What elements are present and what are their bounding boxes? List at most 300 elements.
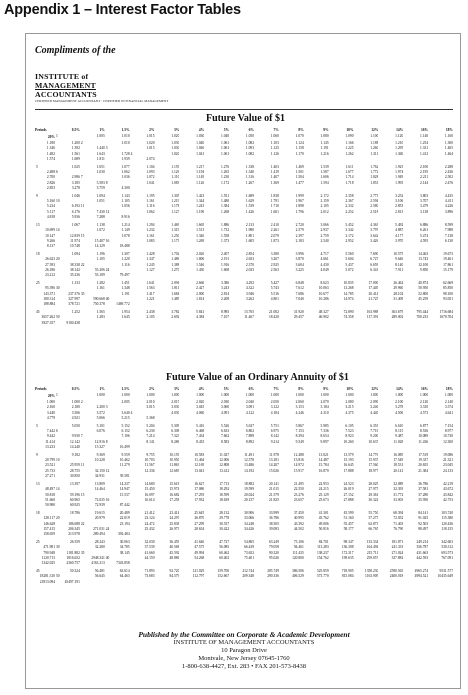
- factor-cell: 3.572: [96, 410, 105, 415]
- factor-cell: 25.838: [169, 521, 180, 526]
- factor-cell: 26.559: [69, 540, 80, 545]
- factor-cell: 38.505: [268, 521, 279, 526]
- factor-cell: 37.450: [293, 511, 304, 516]
- factor-cell: 1.010: [121, 141, 130, 145]
- factor-cell: 1.423: [196, 193, 205, 198]
- factor-cell: 10.147: [45, 233, 55, 238]
- factor-cell: 1.127: [146, 267, 155, 272]
- factor-cell: 1.140: [420, 134, 429, 138]
- logo-line-1: INSTITUTE of: [35, 72, 89, 81]
- factor-cell: 1.120: [395, 134, 404, 138]
- factor-cell: 14.463: [418, 252, 429, 257]
- factor-cell: 17.258: [169, 497, 180, 502]
- factor-cell: 20.141: [268, 481, 279, 486]
- period-cell: 3: [105, 146, 108, 151]
- factor-cell: 20.414: [368, 291, 379, 296]
- factor-cell: 1.000: [320, 393, 329, 397]
- factor-cell: 71.893: [144, 569, 155, 574]
- factor-cell: 51.660: [45, 497, 55, 502]
- factor-cell: 3.797: [370, 228, 379, 233]
- factor-cell: 38.142: [69, 267, 80, 272]
- factor-cell: 4.595: [420, 238, 429, 243]
- factor-cell: 1.161: [146, 233, 155, 238]
- period-cell: 14: [56, 487, 60, 492]
- factor-cell: 3.870: [295, 257, 304, 262]
- period-cell: 13: [36, 222, 40, 227]
- factor-cell: 7.106: [121, 434, 130, 439]
- factor-cell: 289.494: [93, 532, 105, 537]
- footer-contact: 1-800-638-4427, Ext. 283 • FAX 201-573-8438: [181, 663, 307, 670]
- factor-cell: 1.772: [370, 170, 379, 175]
- factor-cell: 215.711: [366, 550, 379, 555]
- factor-cell: 1.405: [444, 146, 453, 151]
- factor-cell: 49.994: [194, 550, 205, 555]
- factor-cell: 5.751: [270, 423, 279, 428]
- period-cell: 7: [80, 175, 83, 180]
- factor-cell: 1.221: [146, 296, 155, 301]
- period-cell: 45: [36, 310, 40, 315]
- factor-cell: 2.020: [196, 400, 205, 404]
- period-cell: 3: [105, 405, 108, 410]
- factor-cell: 790.948: [43, 550, 55, 555]
- factor-cell: 20.141: [393, 468, 404, 473]
- factor-cell: 285.749: [267, 569, 279, 574]
- factor-cell: 22.953: [318, 481, 329, 486]
- factor-cell: 4965.274: [414, 569, 429, 574]
- factor-cell: 24.297: [169, 516, 180, 521]
- factor-cell: 152.667: [217, 574, 230, 579]
- rate-header: 7%: [273, 387, 279, 391]
- factor-cell: 11.436: [418, 439, 429, 444]
- factor-cell: 4.030: [171, 410, 180, 415]
- factor-cell: 24.472: [144, 521, 155, 526]
- factor-cell: 750.378: [93, 302, 105, 307]
- factor-cell: 2.159: [320, 199, 329, 204]
- factor-cell: 3.310: [420, 405, 429, 410]
- factor-cell: 21813.094: [39, 579, 55, 584]
- factor-cell: 16.870: [318, 468, 329, 473]
- factor-cell: 154.762: [316, 555, 329, 560]
- factor-cell: 16.085: [393, 452, 404, 457]
- factor-cell: 113.283: [317, 545, 329, 550]
- factor-cell: 2.080: [345, 400, 354, 404]
- factor-cell: 2.033: [245, 267, 254, 272]
- factor-cell: 2.925: [270, 262, 279, 267]
- factor-cell: 1.464: [444, 151, 453, 156]
- factor-cell: 11.279: [119, 463, 130, 468]
- factor-cell: 56.085: [219, 545, 230, 550]
- factor-cell: 7.336: [320, 429, 329, 434]
- factor-cell: 26.186: [45, 267, 55, 272]
- factor-cell: 2.026: [196, 252, 205, 257]
- factor-cell: 2.012: [320, 209, 329, 214]
- factor-cell: 1.061: [221, 146, 230, 151]
- factor-cell: 39.581: [119, 474, 130, 479]
- factor-cell: 4.435: [444, 193, 453, 198]
- factor-cell: 26.623: [45, 257, 55, 262]
- factor-cell: 1.373: [221, 238, 230, 243]
- factor-cell: 1.158: [295, 146, 304, 151]
- factor-cell: 1.000: [71, 400, 80, 404]
- factor-cell: 3.153: [295, 405, 304, 410]
- factor-cell: 16.614: [144, 497, 155, 502]
- factor-cell: 19.673: [443, 252, 453, 257]
- factor-cell: 11.491: [244, 452, 254, 457]
- factor-cell: 1.105: [121, 199, 130, 204]
- factor-cell: 1.307: [121, 252, 130, 257]
- factor-cell: 3.138: [420, 209, 429, 214]
- factor-cell: 1.078: [121, 233, 130, 238]
- factor-cell: 1.645: [121, 315, 130, 320]
- period-cell: 1: [56, 393, 58, 397]
- factor-cell: 28.243: [94, 540, 105, 545]
- period-cell: 40: [105, 296, 110, 301]
- factor-cell: 19.615: [94, 511, 105, 516]
- factor-cell: 1.999: [295, 193, 304, 198]
- factor-cell: 9.266: [46, 238, 55, 243]
- factor-cell: 19.461: [443, 257, 453, 262]
- factor-cell: 4.921: [71, 415, 80, 420]
- factor-cell: 2.172: [320, 193, 329, 198]
- factor-cell: 157.415: [43, 526, 55, 531]
- factor-cell: 363.679: [391, 310, 404, 315]
- period-cell: 1: [56, 134, 58, 138]
- factor-cell: 1.873: [270, 238, 279, 243]
- factor-cell: 1.219: [171, 199, 180, 204]
- factor-cell: 1.886: [221, 222, 230, 227]
- factor-cell: 181.871: [391, 540, 404, 545]
- factor-cell: 795.444: [416, 310, 429, 315]
- factor-cell: 1.077: [121, 164, 130, 169]
- factor-cell: 55.206: [94, 267, 105, 272]
- factor-cell: 1.196: [96, 252, 105, 257]
- factor-cell: 209.348: [242, 574, 254, 579]
- factor-cell: 3.172: [345, 233, 354, 238]
- factor-cell: 19.599: [244, 487, 254, 492]
- factor-cell: 1.005: [96, 134, 105, 138]
- factor-cell: 3.060: [221, 405, 230, 410]
- factor-cell: 32.393: [393, 487, 404, 492]
- factor-cell: 271.031: [93, 526, 105, 531]
- period-cell: 20: [56, 516, 60, 521]
- factor-cell: 1.282: [96, 281, 105, 286]
- factor-cell: 4.300: [121, 185, 130, 190]
- rate-header: 18%: [445, 128, 453, 132]
- factor-cell: 28.102: [393, 291, 404, 296]
- factor-cell: 1.000: [221, 393, 230, 397]
- factor-cell: 1.133: [71, 281, 80, 286]
- factor-cell: 3.440: [46, 410, 55, 415]
- factor-cell: 87.442: [119, 503, 130, 508]
- factor-cell: 1.250: [171, 233, 180, 238]
- factor-cell: 1.428: [146, 252, 155, 257]
- factor-cell: 17.932: [194, 497, 205, 502]
- factor-cell: 3.278: [71, 185, 80, 190]
- period-cell: 6: [56, 429, 58, 434]
- factor-cell: 27.393: [45, 262, 55, 267]
- factor-cell: 6.230: [146, 429, 155, 434]
- factor-cell: 7.107: [221, 315, 230, 320]
- period-cell: 10: [56, 458, 60, 463]
- period-cell: 7: [80, 434, 83, 439]
- factor-cell: 26.462: [393, 281, 404, 286]
- factor-cell: 2.140: [444, 400, 453, 404]
- factor-cell: 1.838: [270, 193, 279, 198]
- factor-cell: 1.539: [320, 164, 329, 169]
- factor-cell: 2.407: [221, 252, 230, 257]
- period-cell: 35: [80, 291, 85, 296]
- factor-cell: 5.637: [245, 423, 254, 428]
- period-cell: 10: [56, 199, 60, 204]
- factor-cell: 1.046: [196, 146, 205, 151]
- factor-cell: 6.130: [444, 238, 453, 243]
- factor-cell: 13.397: [69, 481, 80, 486]
- rate-header: 16%: [420, 387, 429, 391]
- factor-cell: 1.732: [221, 228, 230, 233]
- factor-cell: 1.265: [221, 170, 230, 175]
- factor-cell: 13.233: [45, 444, 55, 449]
- factor-cell: 1.949: [395, 175, 404, 180]
- factor-cell: 138.237: [316, 550, 329, 555]
- factor-cell: 1.426: [245, 209, 254, 214]
- factor-cell: 25.645: [194, 511, 205, 516]
- period-cell: 5: [36, 423, 38, 428]
- rate-header: 2%: [149, 387, 155, 391]
- factor-cell: 10.637: [368, 439, 379, 444]
- factor-cell: 1.403: [270, 164, 279, 169]
- factor-cell: 16.645: [343, 463, 354, 468]
- factor-cell: 4.801: [270, 296, 279, 301]
- factor-cell: 34.248: [244, 521, 254, 526]
- factor-cell: 1.124: [295, 141, 304, 145]
- factor-cell: 1.105: [96, 257, 105, 262]
- factor-cell: 1.072: [96, 228, 105, 233]
- factor-cell: 2.180: [71, 405, 80, 410]
- page-heading: Appendix 1 – Interest Factor Tables: [4, 2, 241, 18]
- factor-cell: 43.842: [443, 492, 453, 497]
- factor-cell: 1.316: [245, 175, 254, 180]
- factor-cell: 14.785: [343, 291, 354, 296]
- factor-cell: 7.154: [444, 423, 453, 428]
- factor-cell: 8.923: [345, 434, 354, 439]
- factor-cell: 7.323: [171, 434, 180, 439]
- factor-cell: 60.402: [219, 555, 230, 560]
- factor-cell: 1.643: [96, 151, 105, 156]
- factor-cell: 15.193: [343, 458, 354, 463]
- factor-cell: 4.573: [420, 410, 429, 415]
- factor-cell: 1716.684: [439, 310, 453, 315]
- factor-cell: 1.080: [320, 134, 329, 138]
- factor-cell: 3.452: [345, 222, 354, 227]
- factor-cell: 90.320: [268, 550, 279, 555]
- factor-cell: 3.996: [295, 252, 304, 257]
- factor-cell: 23.194: [119, 521, 130, 526]
- factor-cell: 186.688: [68, 521, 80, 526]
- factor-cell: 3.066: [320, 222, 329, 227]
- factor-cell: 1.689: [71, 156, 80, 161]
- factor-cell: 45.762: [318, 516, 329, 521]
- factor-cell: 28.634: [194, 526, 205, 531]
- factor-cell: 13.486: [244, 463, 254, 468]
- factor-cell: 4.506: [395, 410, 404, 415]
- factor-cell: 2.814: [221, 291, 230, 296]
- factor-cell: 1.200: [71, 141, 80, 145]
- factor-cell: 36.786: [268, 516, 279, 521]
- factor-cell: 44.502: [293, 526, 304, 531]
- factor-cell: 9.897: [320, 439, 329, 444]
- period-cell: 25: [36, 281, 40, 286]
- period-cell: 20: [56, 257, 60, 262]
- factor-cell: 1.294: [146, 222, 155, 227]
- factor-cell: 1.170: [295, 151, 304, 156]
- factor-cell: 5.867: [295, 423, 304, 428]
- factor-cell: 8.394: [295, 434, 304, 439]
- factor-cell: 98.100: [443, 291, 453, 296]
- factor-cell: 1.346: [46, 146, 55, 151]
- factor-cell: 2.100: [420, 164, 429, 169]
- factor-cell: 32.150: [94, 468, 105, 473]
- factor-cell: 118.155: [441, 526, 453, 531]
- factor-cell: 84.701: [318, 540, 329, 545]
- factor-cell: 1.974: [395, 170, 404, 175]
- factor-cell: 271.024: [391, 550, 404, 555]
- factor-cell: 6.877: [420, 423, 429, 428]
- factor-cell: 1358.230: [364, 569, 379, 574]
- factor-cell: 84.579: [169, 574, 180, 579]
- factor-cell: 1.606: [320, 175, 329, 180]
- factor-cell: 2.050: [270, 400, 279, 404]
- factor-cell: 1.344: [196, 199, 205, 204]
- factor-cell: 2.579: [295, 228, 304, 233]
- period-cell: 9: [36, 193, 38, 198]
- factor-cell: 2.826: [46, 180, 55, 185]
- factor-cell: 15.784: [318, 463, 329, 468]
- factor-cell: 3.262: [245, 296, 254, 301]
- factor-cell: 2.427: [196, 286, 205, 291]
- factor-cell: 1.083: [146, 238, 155, 243]
- period-cell: 8: [105, 439, 108, 444]
- period-cell: 2: [80, 400, 83, 404]
- factor-cell: 1.060: [270, 134, 279, 138]
- factor-cell: 11.863: [169, 463, 180, 468]
- rate-header: 2%: [149, 128, 155, 132]
- factor-cell: 1.916: [221, 262, 230, 267]
- factor-cell: 3.426: [370, 238, 379, 243]
- factor-cell: 17.560: [368, 463, 379, 468]
- factor-cell: 2.773: [370, 193, 379, 198]
- factor-cell: 1.276: [221, 164, 230, 169]
- factor-cell: 45497.191: [64, 579, 80, 584]
- factor-cell: 1.791: [270, 199, 279, 204]
- factor-cell: 1.392: [71, 146, 80, 151]
- factor-cell: 1.214: [121, 222, 130, 227]
- interest-table-sheet: [25, 33, 461, 689]
- factor-cell: 5.368: [146, 415, 155, 420]
- period-cell: 12: [105, 209, 110, 214]
- factor-cell: 2.397: [295, 233, 304, 238]
- factor-cell: 40.874: [418, 281, 429, 286]
- factor-cell: 18.292: [219, 487, 230, 492]
- fva-table: [35, 386, 453, 585]
- period-cell: 11: [80, 204, 85, 209]
- factor-cell: 38.145: [119, 550, 130, 555]
- factor-cell: 11.414: [45, 439, 55, 444]
- factor-cell: 356.787: [416, 545, 429, 550]
- factor-cell: 406.529: [292, 574, 304, 579]
- factor-cell: 20.489: [119, 511, 130, 516]
- fv-table-title: Future Value of $1: [206, 113, 285, 124]
- factor-cell: 15.917: [293, 468, 304, 473]
- factor-cell: 12.683: [169, 468, 180, 473]
- factor-cell: 32.030: [144, 540, 155, 545]
- factor-cell: 1.710: [270, 204, 279, 209]
- factor-cell: 1.172: [221, 180, 230, 185]
- factor-cell: 2360.757: [66, 561, 80, 566]
- factor-cell: 120.436: [441, 521, 453, 526]
- factor-cell: 7.988: [444, 228, 453, 233]
- factor-cell: 23.276: [293, 492, 304, 497]
- factor-cell: 17.293: [194, 492, 205, 497]
- factor-cell: 1.629: [245, 199, 254, 204]
- factor-cell: 1.305: [171, 193, 180, 198]
- factor-cell: 44.159: [144, 555, 155, 560]
- factor-cell: 5.072: [345, 267, 354, 272]
- factor-cell: 2.720: [295, 222, 304, 227]
- factor-cell: 5.215: [121, 415, 130, 420]
- factor-cell: 1.000: [444, 393, 453, 397]
- factor-cell: 1.388: [171, 262, 180, 267]
- factor-cell: 1.067: [71, 222, 80, 227]
- factor-cell: 24.133: [443, 468, 453, 473]
- factor-cell: 32.089: [393, 481, 404, 486]
- factor-cell: 121.029: [192, 569, 205, 574]
- factor-cell: 2.005: [121, 400, 130, 404]
- factor-cell: 51.160: [343, 516, 354, 521]
- factor-cell: 18.420: [268, 315, 279, 320]
- factor-cell: 20.024: [244, 492, 254, 497]
- factor-cell: 74.358: [343, 315, 354, 320]
- factor-cell: 2.200: [96, 405, 105, 410]
- factor-cell: 1.482: [46, 151, 55, 156]
- factor-cell: 6.341: [370, 267, 379, 272]
- factor-cell: 590.668: [93, 296, 105, 301]
- factor-cell: 1.180: [46, 141, 55, 145]
- factor-cell: 117.391: [366, 315, 379, 320]
- factor-cell: 1.093: [146, 170, 155, 175]
- factor-cell: 5.474: [420, 233, 429, 238]
- factor-cell: 13.816: [293, 458, 304, 463]
- factor-cell: 2.436: [444, 170, 453, 175]
- factor-cell: 15.407: [94, 238, 105, 243]
- factor-cell: 5.604: [345, 257, 354, 262]
- factor-cell: 10.575: [393, 252, 404, 257]
- factor-cell: 1.254: [420, 141, 429, 145]
- factor-cell: 49.006: [318, 521, 329, 526]
- factor-cell: 41.646: [194, 540, 205, 545]
- factor-cell: 2.015: [171, 400, 180, 404]
- factor-cell: 530.312: [441, 545, 453, 550]
- factor-cell: 27.975: [368, 487, 379, 492]
- factor-cell: 9.182: [71, 452, 80, 457]
- factor-cell: 7.662: [221, 434, 230, 439]
- factor-cell: 5.234: [46, 204, 55, 209]
- factor-cell: 5.160: [46, 199, 55, 204]
- factor-cell: 386.506: [292, 569, 304, 574]
- compliments-text: Compliments of the: [35, 45, 116, 56]
- factor-cell: 16.097: [144, 492, 155, 497]
- factor-cell: 8.916: [121, 215, 130, 220]
- factor-cell: 43.672: [443, 487, 453, 492]
